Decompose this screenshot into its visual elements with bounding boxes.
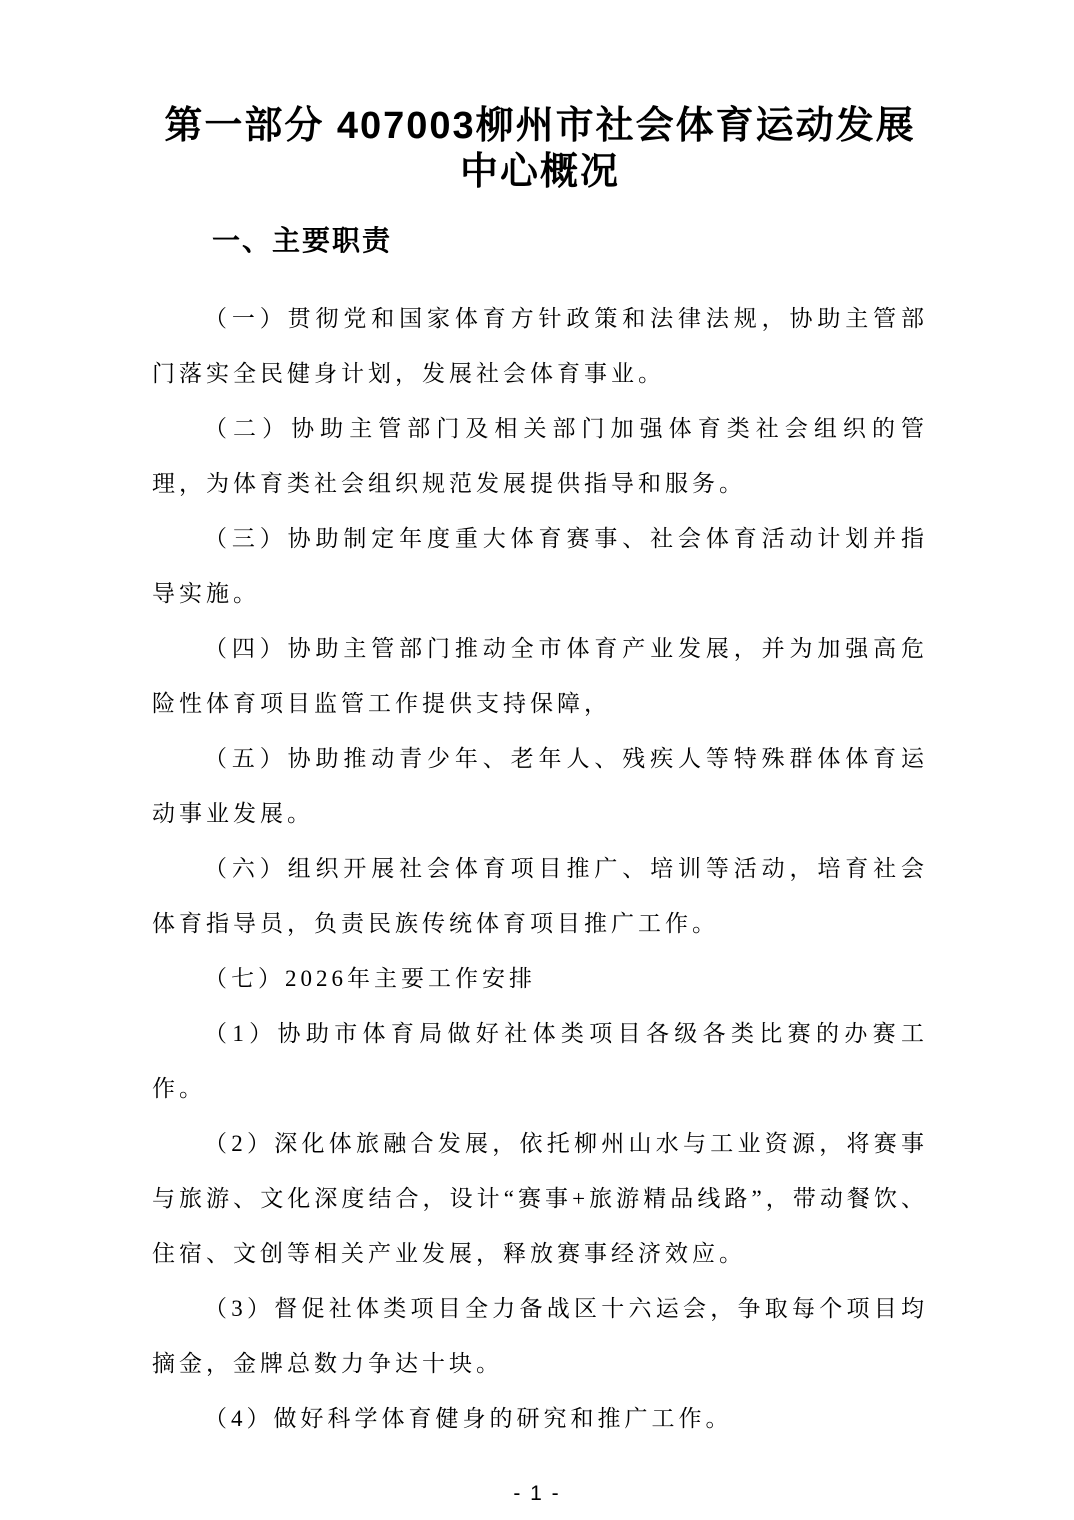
paragraph: （2）深化体旅融合发展，依托柳州山水与工业资源，将赛事与旅游、文化深度结合，设计“赛事+旅游精品线路”，带动餐饮、住宿、文创等相关产业发展，释放赛事经济效应。 (152, 1131, 928, 1266)
paragraph: （五）协助推动青少年、老年人、残疾人等特殊群体体育运动事业发展。 (152, 746, 928, 826)
paragraph: （一）贯彻党和国家体育方针政策和法律法规，协助主管部门落实全民健身计划，发展社会体育事业。 (152, 306, 928, 386)
document-body (152, 291, 928, 1446)
document-title-line-2: 中心概况 (459, 151, 620, 193)
paragraph: （六）组织开展社会体育项目推广、培训等活动，培育社会体育指导员，负责民族传统体育项目推广工作。 (152, 856, 928, 936)
paragraph: （七）2026年主要工作安排 (204, 966, 536, 991)
paragraph: （4）做好科学体育健身的研究和推广工作。 (204, 1406, 733, 1431)
paragraph: （3）督促社体类项目全力备战区十六运会，争取每个项目均摘金，金牌总数力争达十块。 (152, 1296, 928, 1376)
page-number: - 1 - (513, 1482, 561, 1505)
document-title (152, 0, 928, 195)
paragraph: （二）协助主管部门及相关部门加强体育类社会组织的管理，为体育类社会组织规范发展提供指导和服务。 (152, 416, 928, 496)
section-heading-main-duties: 一、主要职责 (212, 225, 393, 256)
document-title-line-1: 第一部分 407003柳州市社会体育运动发展 (164, 105, 916, 147)
paragraph: （1）协助市体育局做好社体类项目各级各类比赛的办赛工作。 (152, 1021, 928, 1101)
paragraph: （四）协助主管部门推动全市体育产业发展，并为加强高危险性体育项目监管工作提供支持保障， (152, 636, 928, 716)
page-footer (0, 1482, 1074, 1506)
paragraph: （三）协助制定年度重大体育赛事、社会体育活动计划并指导实施。 (152, 526, 928, 606)
